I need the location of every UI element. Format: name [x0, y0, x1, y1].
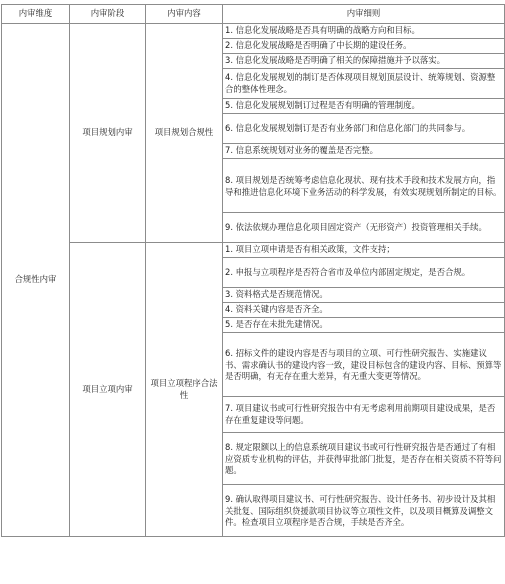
rule-cell: 1. 信息化发展战略是否具有明确的战略方向和目标。 [223, 24, 505, 39]
table-row [2, 24, 505, 39]
rule-cell: 4. 资料关键内容是否齐全。 [223, 303, 505, 318]
content-cell-planning: 项目规划合规性 [146, 24, 223, 243]
rule-cell: 4. 信息化发展规划的制订是否体现项目规划顶层设计、统筹规划、资源整合的整体性理念。 [223, 69, 505, 99]
rule-cell: 6. 招标文件的建设内容是否与项目的立项、可行性研究报告、实施建议书、需求确认书的建设内容一致，建设目标包含的建设内容、目标、预算等是否明确，有无存在重大差异，有无重大变更等情况。 [223, 333, 505, 397]
table-header-row [2, 5, 505, 24]
rule-cell: 9. 确认取得项目建议书、可行性研究报告、设计任务书、初步设计及其相关批复、国际组织贷援款项目协议等立项性文件，以及项目概算及调整文件。检查项目立项程序是否合规，手续是否齐全。 [223, 485, 505, 537]
rule-cell: 3. 信息化发展战略是否明确了相关的保障措施并予以落实。 [223, 54, 505, 69]
header-detail: 内审细则 [223, 5, 505, 24]
header-stage: 内审阶段 [70, 5, 146, 24]
dimension-cell: 合规性内审 [2, 24, 70, 537]
rule-cell: 2. 信息化发展战略是否明确了中长期的建设任务。 [223, 39, 505, 54]
rule-cell: 5. 信息化发展规划制订过程是否有明确的管理制度。 [223, 99, 505, 114]
content-cell-initiation: 项目立项程序合法性 [146, 243, 223, 537]
rule-cell: 8. 项目规划是否统筹考虑信息化现状、现有技术手段和技术发展方向，指导和推进信息化环境下业务活动的科学发展，有效实现规划所制定的目标。 [223, 159, 505, 213]
rule-cell: 3. 资料格式是否规范情况。 [223, 288, 505, 303]
rule-cell: 2. 申报与立项程序是否符合省市及单位内部固定规定，是否合规。 [223, 258, 505, 288]
rule-cell: 1. 项目立项申请是否有相关政策，文件支持； [223, 243, 505, 258]
table-row [2, 243, 505, 258]
audit-rules-table [1, 4, 505, 537]
rule-cell: 5. 是否存在未批先建情况。 [223, 318, 505, 333]
rule-cell: 6. 信息化发展规划制订是否有业务部门和信息化部门的共同参与。 [223, 114, 505, 144]
stage-cell-initiation: 项目立项内审 [70, 243, 146, 537]
header-dimension: 内审维度 [2, 5, 70, 24]
rule-cell: 9. 依法依规办理信息化项目固定资产（无形资产）投资管理相关手续。 [223, 213, 505, 243]
rule-cell: 7. 信息系统规划对业务的覆盖是否完整。 [223, 144, 505, 159]
stage-cell-planning: 项目规划内审 [70, 24, 146, 243]
rule-cell: 8. 规定限额以上的信息系统项目建议书或可行性研究报告是否通过了有相应资质专业机构的评估，并获得审批部门批复，是否存在相关资质不符等问题。 [223, 433, 505, 485]
rule-cell: 7. 项目建议书或可行性研究报告中有无考虑利用前期项目建设成果，是否存在重复建设等问题。 [223, 397, 505, 433]
header-content: 内审内容 [146, 5, 223, 24]
